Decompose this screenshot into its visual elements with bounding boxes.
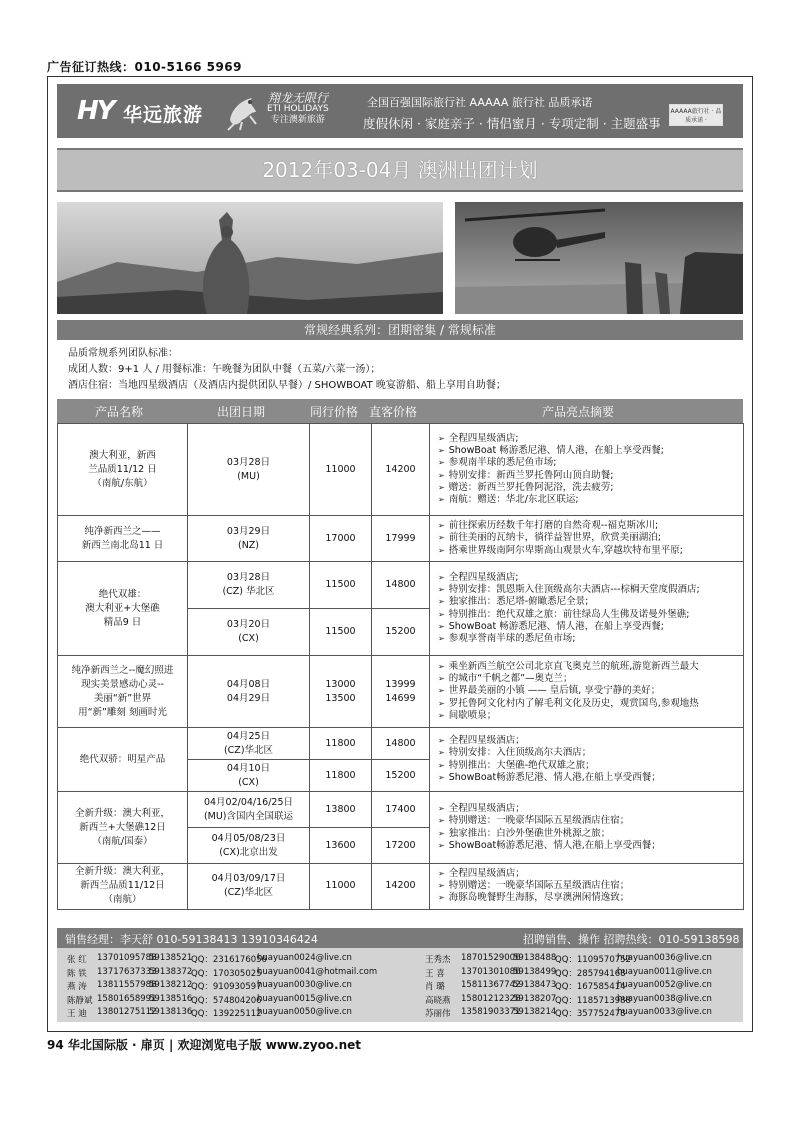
contact-field: huayuan0015@live.cn	[257, 993, 352, 1004]
highlight-item: ➢ 罗托鲁阿文化村内了解毛利文化及历史，观赏国鸟,参观地热	[438, 698, 743, 710]
highlight-item: ➢ 独家推出：白沙外堡礁世外桃源之旅；	[438, 828, 743, 840]
col-highlights: 产品亮点摘要	[542, 405, 615, 419]
huayuan-logo-mark: HY	[77, 96, 114, 126]
trade-price: 13600	[310, 828, 372, 864]
contact-field: 59138136	[149, 1007, 193, 1017]
departure-date: 04月03/09/17日 (CZ)华北区	[188, 864, 310, 910]
contact-field: 陈静斌	[67, 995, 93, 1006]
highlight-item: ➢ 特别推出：绝代双雄之旅：前往绿岛人生佛及诺曼外堡礁;	[438, 609, 743, 621]
trade-price: 11800	[310, 728, 372, 760]
departure-date: 03月20日 (CX)	[188, 609, 310, 656]
highlight-item: ➢ 参观南半球的悉尼鱼市场;	[438, 457, 743, 469]
contact-field: 苏丽伟	[425, 1009, 451, 1019]
brand-banner	[57, 84, 743, 138]
highlight-item: ➢ 全程四星级酒店；	[438, 735, 743, 747]
product-name: 澳大利亚，新西 兰品质11/12 日 （南航/东航）	[58, 424, 188, 516]
direct-price: 17999	[372, 516, 430, 562]
highlight-item: ➢ ShowBoat 畅游悉尼港、情人港，在船上享受西餐;	[438, 621, 743, 633]
highlights	[430, 792, 744, 864]
highlight-item: ➢ 参观享誉南半球的悉尼鱼市场;	[438, 633, 743, 645]
contact-field: 59138214	[513, 1007, 557, 1017]
contact-field: QQ：357752478	[555, 1009, 626, 1019]
contact-field: QQ：139225112	[191, 1009, 262, 1019]
contact-field: 59138521	[149, 953, 193, 963]
recruitment-info: 招聘销售、操作 招聘热线：010-59138598	[523, 933, 740, 946]
contact-field: huayuan0050@live.cn	[257, 1007, 352, 1017]
highlight-item: ➢ ShowBoat畅游悉尼港、情人港,在船上享受西餐；	[438, 840, 743, 852]
contact-field: huayuan0052@live.cn	[617, 980, 712, 990]
contact-field: 18701529006	[461, 953, 521, 963]
highlight-item: ➢ 独家推出：悉尼塔-俯瞰悉尼全景;	[438, 596, 743, 608]
trade-price: 11800	[310, 760, 372, 792]
contact-field: 肖 璐	[425, 982, 445, 992]
contact-field: 13717637333	[97, 966, 157, 977]
trade-price: 11500	[310, 562, 372, 609]
dragon-emblem-icon	[222, 90, 264, 132]
service-lines: 度假休闲 · 家庭亲子 · 情侣蜜月 · 专项定制 · 主题盛事	[363, 116, 661, 131]
table-row	[58, 516, 744, 562]
contact-field: huayuan0011@live.cn	[617, 966, 712, 977]
departure-date: 03月29日 (NZ)	[188, 516, 310, 562]
contact-field: 15801212328	[461, 993, 521, 1004]
contact-field: 张 红	[67, 955, 87, 965]
highlight-item: ➢ ShowBoat畅游悉尼港、情人港,在船上享受西餐；	[438, 772, 743, 784]
product-name: 绝代双雄： 澳大利亚+大堡礁 精品9 日	[58, 562, 188, 656]
direct-price: 14200	[372, 864, 430, 910]
trade-price: 17000	[310, 516, 372, 562]
contact-field: 15811367742	[461, 980, 521, 990]
contact-field: QQ：2316176056	[191, 955, 267, 965]
contact-field: 59138499	[513, 966, 557, 977]
contact-field: huayuan0030@live.cn	[257, 980, 352, 990]
departure-date: 04月05/08/23日 (CX)北京出发	[188, 828, 310, 864]
eti-holidays-logo: 翔龙无限行 ETI HOLIDAYS 专注澳新旅游	[267, 91, 329, 125]
contact-field: QQ：285794168	[555, 968, 626, 979]
helicopter-photo	[455, 202, 743, 314]
table-row	[58, 864, 744, 910]
table-row	[58, 562, 744, 609]
contact-field: huayuan0038@live.cn	[617, 993, 712, 1004]
contact-field: 高晓燕	[425, 995, 451, 1006]
trade-price: 11500	[310, 609, 372, 656]
highlights	[430, 728, 744, 792]
highlight-item: ➢ 全程四星级酒店；	[438, 803, 743, 815]
contact-field: QQ：910930597	[191, 982, 262, 992]
highlights	[430, 562, 744, 656]
departure-date: 04月25日 (CZ)华北区	[188, 728, 310, 760]
contact-field: 59138372	[149, 966, 193, 977]
highlights	[430, 516, 744, 562]
table-header	[57, 399, 743, 423]
page-title: 2012年03-04月 澳洲出团计划	[57, 148, 743, 192]
contact-field: 59138516	[149, 993, 193, 1004]
highlight-item: ➢ 特别推出：大堡礁-绝代双雄之旅；	[438, 760, 743, 772]
contact-field: QQ：170305025	[191, 968, 262, 979]
departure-date: 04月02/04/16/25日 (MU)含国内全国联运	[188, 792, 310, 828]
contact-field: 13701301086	[461, 966, 521, 977]
section-title-bar: 常规经典系列：团期密集 / 常规标准	[57, 320, 743, 340]
contact-field: huayuan0041@hotmail.com	[257, 966, 378, 977]
highlight-item: ➢ 间歇喷泉；	[438, 710, 743, 722]
direct-price: 17400	[372, 792, 430, 828]
product-name: 纯净新西兰之—— 新西兰南北岛11 日	[58, 516, 188, 562]
direct-price: 14200	[372, 424, 430, 516]
direct-price: 14800	[372, 562, 430, 609]
kangaroo-photo	[57, 202, 443, 314]
direct-price: 15200	[372, 609, 430, 656]
highlight-item: ➢ 的城市“千帆之都”—奥克兰；	[438, 673, 743, 685]
highlight-item: ➢ 全程四星级酒店；	[438, 868, 743, 880]
table-row	[58, 424, 744, 516]
contact-field: 13701095788	[97, 953, 157, 963]
trade-price: 13000 13500	[310, 656, 372, 728]
highlight-item: ➢ 搭乘世界级南阿尔卑斯高山观景火车,穿越坎特布里平原;	[438, 545, 743, 557]
highlight-item: ➢ 特别赠送：一晚豪华国际五星级酒店住宿；	[438, 815, 743, 827]
product-name: 全新升级：澳大利亚， 新西兰+大堡礁12日 （南航/国泰）	[58, 792, 188, 864]
contact-field: QQ：167585414	[555, 982, 626, 992]
highlight-item: ➢ 特别赠送：一晚豪华国际五星级酒店住宿；	[438, 880, 743, 892]
group-standards: 品质常规系列团队标准： 成团人数：9+1 人 / 用餐标准：午晚餐为团队中餐（五菜/六菜一汤）； 酒店住宿：当地四星级酒店（及酒店内提供团队早餐）/ SHOWBOAT 晚宴游船、船上享用自助餐；	[68, 348, 506, 391]
contact-field: QQ：1109570752	[555, 955, 631, 965]
table-row	[58, 656, 744, 728]
contact-field: huayuan0033@live.cn	[617, 1007, 712, 1017]
contact-field: 13801275112	[97, 1007, 157, 1017]
agency-credentials: 全国百强国际旅行社 AAAAA 旅行社 品质承诺	[367, 96, 593, 109]
tour-plan-table	[57, 423, 744, 910]
departure-date: 03月28日 (MU)	[188, 424, 310, 516]
highlight-item: ➢ 赠送：新西兰罗托鲁阿泥浴，洗去疲劳;	[438, 482, 743, 494]
col-product-name: 产品名称	[95, 405, 144, 419]
contact-list	[57, 948, 743, 1022]
ad-hotline: 广告征订热线：010-5166 5969	[47, 60, 243, 74]
highlight-item: ➢ 南航：赠送：华北/东北区联运;	[438, 494, 743, 506]
contact-field: 王秀杰	[425, 955, 451, 965]
contact-field: 燕 涛	[67, 982, 87, 992]
product-name: 全新升级：澳大利亚， 新西兰品质11/12日 （南航）	[58, 864, 188, 910]
direct-price: 14800	[372, 728, 430, 760]
highlights	[430, 424, 744, 516]
contact-field: 王 喜	[425, 968, 445, 979]
contact-field: 59138488	[513, 953, 557, 963]
contact-field: QQ：574804206	[191, 995, 262, 1006]
contact-field: 13581903371	[461, 1007, 521, 1017]
contact-field: QQ：1185713988	[555, 995, 631, 1006]
direct-price: 17200	[372, 828, 430, 864]
highlight-item: ➢ 前往探索历经数千年打磨的自然奇观--福克斯冰川;	[438, 520, 743, 532]
col-direct-price: 直客价格	[369, 405, 418, 419]
direct-price: 15200	[372, 760, 430, 792]
trade-price: 11000	[310, 424, 372, 516]
highlight-item: ➢ 特别安排：入住顶级高尔夫酒店；	[438, 747, 743, 759]
highlight-item: ➢ 海豚岛晚餐野生海豚，尽享澳洲闲情逸致；	[438, 892, 743, 904]
departure-date: 04月10日 (CX)	[188, 760, 310, 792]
sales-manager: 销售经理：李天舒 010-59138413 13910346424	[65, 933, 318, 946]
huayuan-logo-text: 华远旅游	[123, 104, 204, 126]
highlight-item: ➢ 特别安排：凯恩斯入住顶级高尔夫酒店---棕榈天堂度假酒店;	[438, 584, 743, 596]
direct-price: 13999 14699	[372, 656, 430, 728]
contact-field: huayuan0024@live.cn	[257, 953, 352, 963]
highlight-item: ➢ 全程四星级酒店;	[438, 433, 743, 445]
highlights	[430, 656, 744, 728]
departure-date: 04月08日 04月29日	[188, 656, 310, 728]
table-row	[58, 728, 744, 760]
highlight-item: ➢ 世界最美丽的小镇 —— 皇后镇, 享受宁静的美好；	[438, 685, 743, 697]
contact-field: 王 迪	[67, 1009, 87, 1019]
highlight-item: ➢ 前往美丽的瓦纳卡，徜徉益智世界，欣赏美丽湖泊;	[438, 532, 743, 544]
contact-field: huayuan0036@live.cn	[617, 953, 712, 963]
departure-date: 03月28日 (CZ) 华北区	[188, 562, 310, 609]
contact-field: 59138207	[513, 993, 557, 1004]
page-footer: 94 华北国际版 · 扉页 | 欢迎浏览电子版 www.zyoo.net	[47, 1038, 362, 1052]
contact-field: 13811557988	[97, 980, 157, 990]
product-name: 纯净新西兰之--魔幻照进 现实美景感动心灵-- 美丽“新”世界 用“新”雕刻 刻画时光	[58, 656, 188, 728]
col-trade-price: 同行价格	[310, 405, 359, 419]
col-departure-date: 出团日期	[217, 405, 266, 419]
highlight-item: ➢ ShowBoat 畅游悉尼港、情人港，在船上享受西餐;	[438, 445, 743, 457]
highlight-item: ➢ 乘坐新西兰航空公司北京直飞奥克兰的航班,游览新西兰最大	[438, 661, 743, 673]
contact-field: 15801658991	[97, 993, 157, 1004]
table-row	[58, 792, 744, 828]
sales-bar	[57, 928, 743, 948]
highlight-item: ➢ 全程四星级酒店;	[438, 572, 743, 584]
highlights	[430, 864, 744, 910]
contact-field: 59138473	[513, 980, 557, 990]
trade-price: 11000	[310, 864, 372, 910]
contact-field: 陈 铁	[67, 968, 87, 979]
product-name: 绝代双骄：明星产品	[58, 728, 188, 792]
aaaaa-badge: AAAAA旅行社 · 品质承诺 ·	[669, 104, 723, 126]
trade-price: 13800	[310, 792, 372, 828]
highlight-item: ➢ 特别安排：新西兰罗托鲁阿山顶自助餐;	[438, 470, 743, 482]
contact-field: 59138212	[149, 980, 193, 990]
